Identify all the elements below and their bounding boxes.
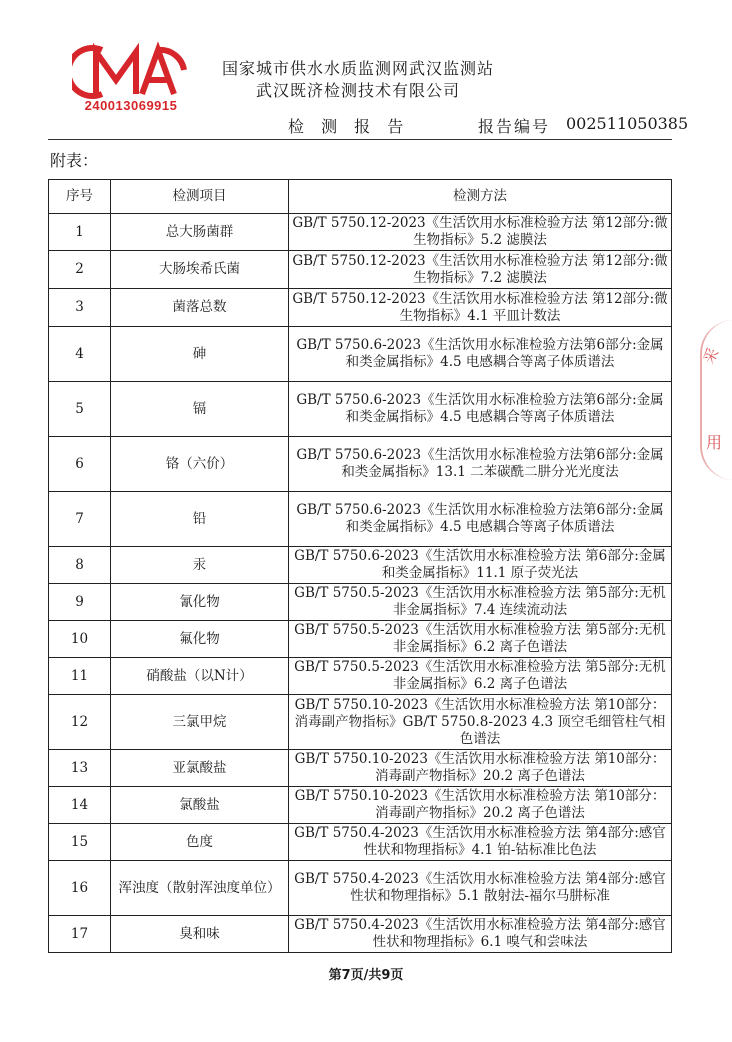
table-row: [49, 695, 672, 750]
row-method: GB/T 5750.5-2023《生活饮用水标准检验方法 第5部分:无机非金属指标》6.2 离子色谱法: [289, 658, 672, 695]
table-row: [49, 787, 672, 824]
row-method: GB/T 5750.12-2023《生活饮用水标准检验方法 第12部分:微生物指标》7.2 滤膜法: [289, 251, 672, 289]
row-item: 硝酸盐（以N计）: [111, 658, 289, 695]
row-method: GB/T 5750.6-2023《生活饮用水标准检验方法第6部分:金属和类金属指标》4.5 电感耦合等离子体质谱法: [289, 492, 672, 547]
table-row: [49, 547, 672, 584]
row-item: 汞: [111, 547, 289, 584]
row-no: 6: [49, 437, 111, 492]
report-number-label: 报告编号: [478, 117, 551, 136]
row-no: 14: [49, 787, 111, 824]
seal-stamp-text: 采: [699, 344, 723, 367]
page-number: 第7页/共9页: [328, 968, 404, 983]
row-method: GB/T 5750.10-2023《生活饮用水标准检验方法 第10部分：消毒副产物指标》20.2 离子色谱法: [289, 750, 672, 787]
row-item: 总大肠菌群: [111, 214, 289, 251]
table-row: [49, 437, 672, 492]
organization-name: 国家城市供水水质监测网武汉监测站: [222, 59, 495, 78]
row-item: 铅: [111, 492, 289, 547]
company-name: 武汉既济检测技术有限公司: [256, 81, 461, 100]
table-row: [49, 289, 672, 327]
header-method: 检测方法: [289, 180, 672, 214]
attachment-label: 附表：: [50, 151, 99, 170]
row-no: 9: [49, 584, 111, 621]
row-item: 亚氯酸盐: [111, 750, 289, 787]
row-method: GB/T 5750.4-2023《生活饮用水标准检验方法 第4部分:感官性状和物理指标》6.1 嗅气和尝味法: [289, 916, 672, 953]
row-no: 3: [49, 289, 111, 327]
row-item: 三氯甲烷: [111, 695, 289, 750]
row-item: 浑浊度（散射浑浊度单位）: [111, 861, 289, 916]
row-method: GB/T 5750.6-2023《生活饮用水标准检验方法第6部分:金属和类金属指标》13.1 二苯碳酰二肼分光光度法: [289, 437, 672, 492]
methods-table: [48, 179, 672, 953]
seal-stamp-text: 用: [706, 433, 723, 452]
row-item: 菌落总数: [111, 289, 289, 327]
table-row: [49, 382, 672, 437]
row-method: GB/T 5750.6-2023《生活饮用水标准检验方法 第6部分:金属和类金属指标》11.1 原子荧光法: [289, 547, 672, 584]
table-row: [49, 750, 672, 787]
table-row: [49, 916, 672, 953]
row-method: GB/T 5750.4-2023《生活饮用水标准检验方法 第4部分:感官性状和物理指标》5.1 散射法-福尔马肼标准: [289, 861, 672, 916]
row-item: 镉: [111, 382, 289, 437]
header-item: 检测项目: [111, 180, 289, 214]
row-method: GB/T 5750.5-2023《生活饮用水标准检验方法 第5部分:无机非金属指标》6.2 离子色谱法: [289, 621, 672, 658]
table-row: [49, 584, 672, 621]
row-no: 7: [49, 492, 111, 547]
row-item: 铬（六价）: [111, 437, 289, 492]
row-no: 1: [49, 214, 111, 251]
header-no: 序号: [49, 180, 111, 214]
row-item: 臭和味: [111, 916, 289, 953]
report-number: 002511050385: [566, 114, 689, 133]
row-item: 氰化物: [111, 584, 289, 621]
table-row: [49, 861, 672, 916]
row-method: GB/T 5750.6-2023《生活饮用水标准检验方法第6部分:金属和类金属指标》4.5 电感耦合等离子体质谱法: [289, 382, 672, 437]
row-item: 色度: [111, 824, 289, 861]
row-method: GB/T 5750.12-2023《生活饮用水标准检验方法 第12部分:微生物指标》4.1 平皿计数法: [289, 289, 672, 327]
row-no: 17: [49, 916, 111, 953]
row-item: 氟化物: [111, 621, 289, 658]
row-no: 16: [49, 861, 111, 916]
table-row: [49, 621, 672, 658]
row-no: 5: [49, 382, 111, 437]
row-no: 8: [49, 547, 111, 584]
row-item: 大肠埃希氏菌: [111, 251, 289, 289]
table-row: [49, 251, 672, 289]
row-no: 12: [49, 695, 111, 750]
table-header-row: [49, 180, 672, 214]
row-no: 10: [49, 621, 111, 658]
row-item: 氯酸盐: [111, 787, 289, 824]
row-no: 4: [49, 327, 111, 382]
row-method: GB/T 5750.6-2023《生活饮用水标准检验方法第6部分:金属和类金属指标》4.5 电感耦合等离子体质谱法: [289, 327, 672, 382]
row-method: GB/T 5750.4-2023《生活饮用水标准检验方法 第4部分:感官性状和物理指标》4.1 铂-钴标准比色法: [289, 824, 672, 861]
report-title: 检 测 报 告: [288, 117, 410, 136]
row-no: 15: [49, 824, 111, 861]
table-row: [49, 824, 672, 861]
row-method: GB/T 5750.5-2023《生活饮用水标准检验方法 第5部分:无机非金属指标》7.4 连续流动法: [289, 584, 672, 621]
table-row: [49, 658, 672, 695]
table-row: [49, 327, 672, 382]
cma-number: 240013069915: [84, 98, 178, 113]
row-method: GB/T 5750.10-2023《生活饮用水标准检验方法 第10部分：消毒副产物指标》GB/T 5750.8-2023 4.3 顶空毛细管柱气相色谱法: [289, 695, 672, 750]
row-no: 2: [49, 251, 111, 289]
row-method: GB/T 5750.12-2023《生活饮用水标准检验方法 第12部分:微生物指标》5.2 滤膜法: [289, 214, 672, 251]
row-method: GB/T 5750.10-2023《生活饮用水标准检验方法 第10部分：消毒副产物指标》20.2 离子色谱法: [289, 787, 672, 824]
header-divider: [48, 139, 672, 140]
row-item: 砷: [111, 327, 289, 382]
table-row: [49, 214, 672, 251]
row-no: 11: [49, 658, 111, 695]
row-no: 13: [49, 750, 111, 787]
table-row: [49, 492, 672, 547]
